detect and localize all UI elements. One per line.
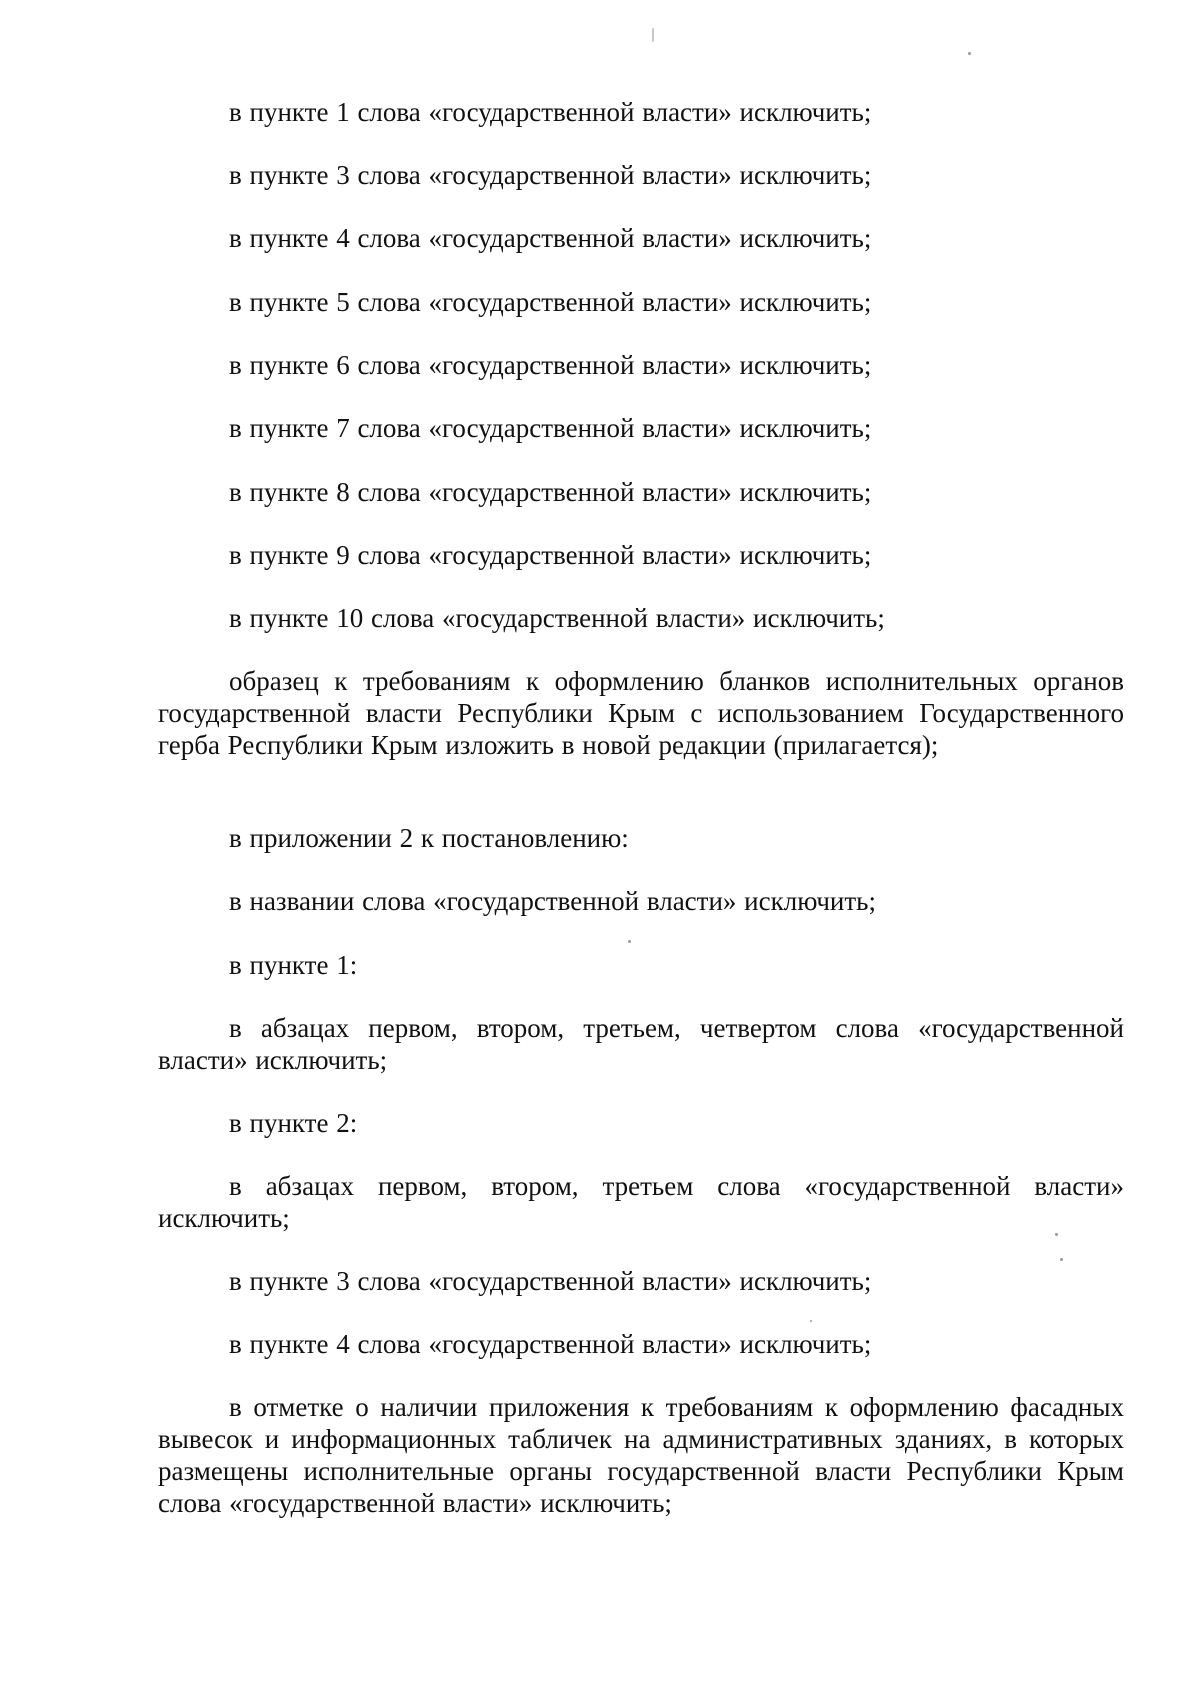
paragraph-6: в пункте 7 слова «государственной власти» исключить;	[229, 413, 872, 443]
scan-speck	[628, 940, 631, 943]
paragraph-15: в пункте 2:	[229, 1108, 358, 1138]
scan-speck	[1060, 1258, 1063, 1261]
paragraph-18: в пункте 4 слова «государственной власти» исключить;	[229, 1329, 872, 1359]
paragraph-11: в приложении 2 к постановлению:	[229, 823, 629, 853]
paragraph-19: в отметке о наличии приложения к требованиям к оформлению фасадных вывесок и информационных табличек на административных зданиях, в которых размещены исполнительные органы государственной власти Республики Крым слова «государственной власти» исключить;	[158, 1392, 1124, 1518]
paragraph-2: в пункте 3 слова «государственной власти» исключить;	[229, 160, 872, 190]
paragraph-9: в пункте 10 слова «государственной власти» исключить;	[229, 603, 885, 633]
paragraph-10: образец к требованиям к оформлению бланков исполнительных органов государственной власти Республики Крым с использованием Государственного герба Республики Крым изложить в новой редакции (прилагается);	[158, 666, 1124, 760]
paragraph-12: в названии слова «государственной власти» исключить;	[229, 886, 876, 916]
paragraph-8: в пункте 9 слова «государственной власти» исключить;	[229, 540, 872, 570]
scan-speck	[968, 52, 971, 55]
paragraph-13: в пункте 1:	[229, 950, 358, 980]
paragraph-3: в пункте 4 слова «государственной власти» исключить;	[229, 223, 872, 253]
paragraph-16: в абзацах первом, втором, третьем слова «государственной власти» исключить;	[158, 1171, 1124, 1233]
paragraph-7: в пункте 8 слова «государственной власти» исключить;	[229, 477, 872, 507]
scan-speck	[1055, 1233, 1058, 1236]
paragraph-1: в пункте 1 слова «государственной власти» исключить;	[229, 97, 872, 127]
scan-speck	[652, 28, 654, 42]
paragraph-14: в абзацах первом, втором, третьем, четвертом слова «государственной власти» исключить;	[158, 1013, 1124, 1075]
paragraph-4: в пункте 5 слова «государственной власти» исключить;	[229, 287, 872, 317]
paragraph-5: в пункте 6 слова «государственной власти» исключить;	[229, 350, 872, 380]
paragraph-17: в пункте 3 слова «государственной власти» исключить;	[229, 1266, 872, 1296]
scan-speck	[810, 1320, 812, 1322]
